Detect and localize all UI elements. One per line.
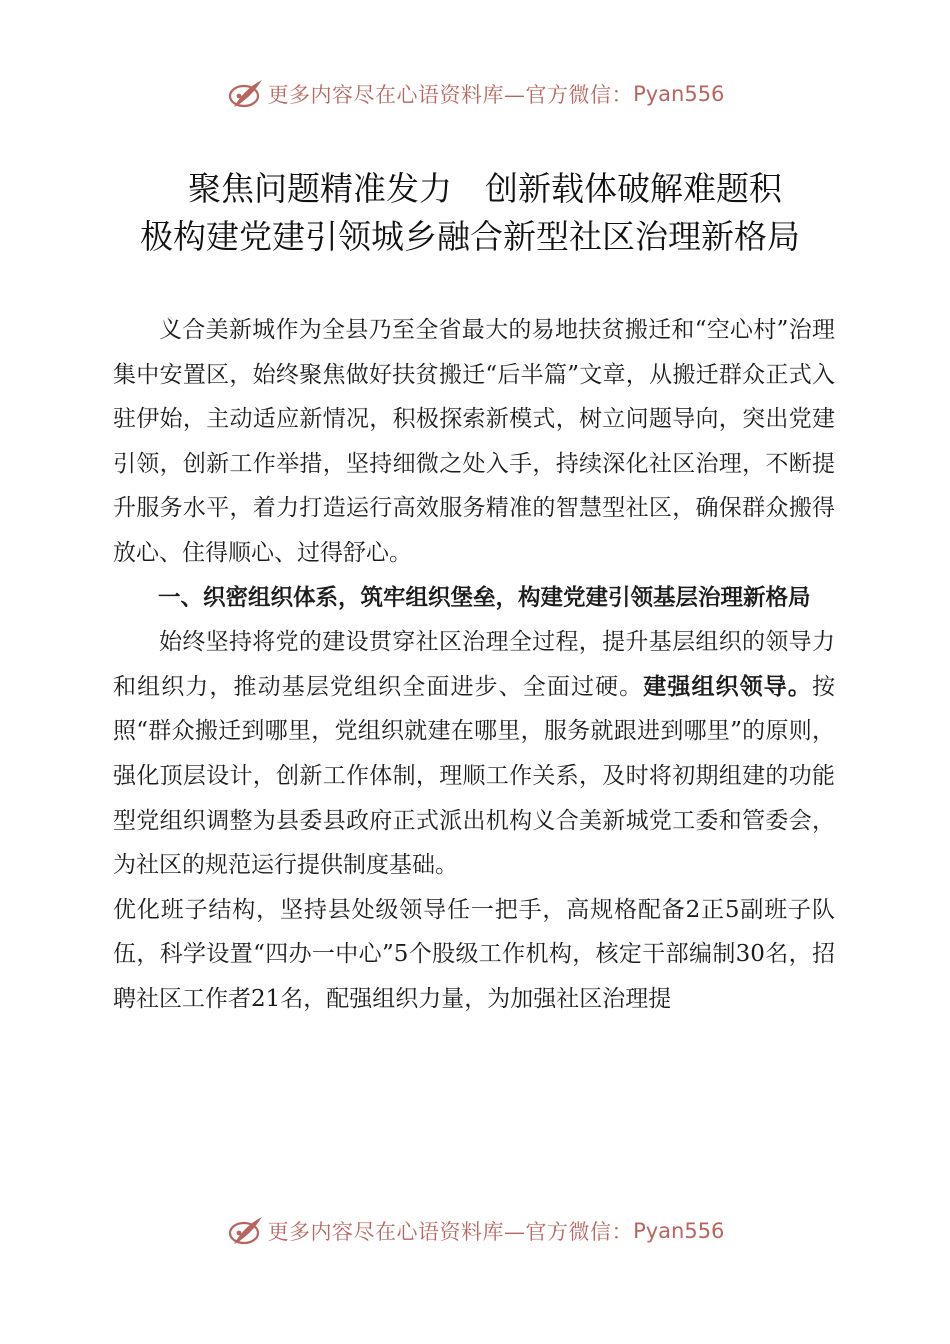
section-heading-1: 一、织密组织体系，筑牢组织堡垒，构建党建引领基层治理新格局 [158,584,811,611]
footer-banner-text: 更多内容尽在心语资料库—官方微信： [267,1220,634,1244]
feather-quill-logo-icon [226,77,266,111]
intro-paragraph: 义合美新城作为全县乃至全省最大的易地扶贫搬迁和“空心村”治理集中安置区，始终聚焦做好扶贫搬迁“后半篇”文章，从搬迁群众正式入驻伊始，主动适应新情况，积极探索新模式，树立问题导向，突出党建引领，创新工作举措，坚持细微之处入手，持续深化社区治理，不断提升服务水平，着力打造运行高效服务精准的智慧型社区，确保群众搬得放心、住得顺心、过得舒心。 [113,317,835,566]
header-banner [0,74,950,114]
paragraph-2-text-b: 按照“群众搬迁到哪里，党组织就建在哪里，服务就跟进到哪里”的原则，强化顶层设计，创新工作体制，理顺工作关系，及时将初期组建的功能型党组织调整为县委县政府正式派出机构义合美新城党工委和管委会，为社区的规范运行提供制度基础。 [113,673,836,879]
feather-quill-logo-icon [226,1214,266,1248]
document-body [113,308,835,1022]
footer-banner [0,1211,950,1251]
paragraph-3: 优化班子结构，坚持县处级领导任一把手，高规格配备2正5副班子队伍，科学设置“四办一中心”5个股级工作机构，核定干部编制30名，招聘社区工作者21名，配强组织力量，为加强社区治理提 [113,896,835,1012]
paragraph-2 [113,620,835,888]
paragraph-2-text-a: 始终坚持将党的建设贯穿社区治理全过程，提升基层组织的领导力和组织力，推动基层党组织全面进步、全面过硬。 [113,629,835,700]
title-line-2: 极构建党建引领城乡融合新型社区治理新格局 [140,217,800,256]
paragraph-2-keyword: 建强组织领导。 [643,673,813,700]
footer-banner-wechat-id: Pyan556 [633,1219,725,1243]
banner-wechat-id: Pyan556 [633,82,725,106]
title-line-1: 聚焦问题精准发力 创新载体破解难题积 [188,169,782,208]
banner-text: 更多内容尽在心语资料库—官方微信： [267,83,634,107]
document-title [140,165,840,261]
